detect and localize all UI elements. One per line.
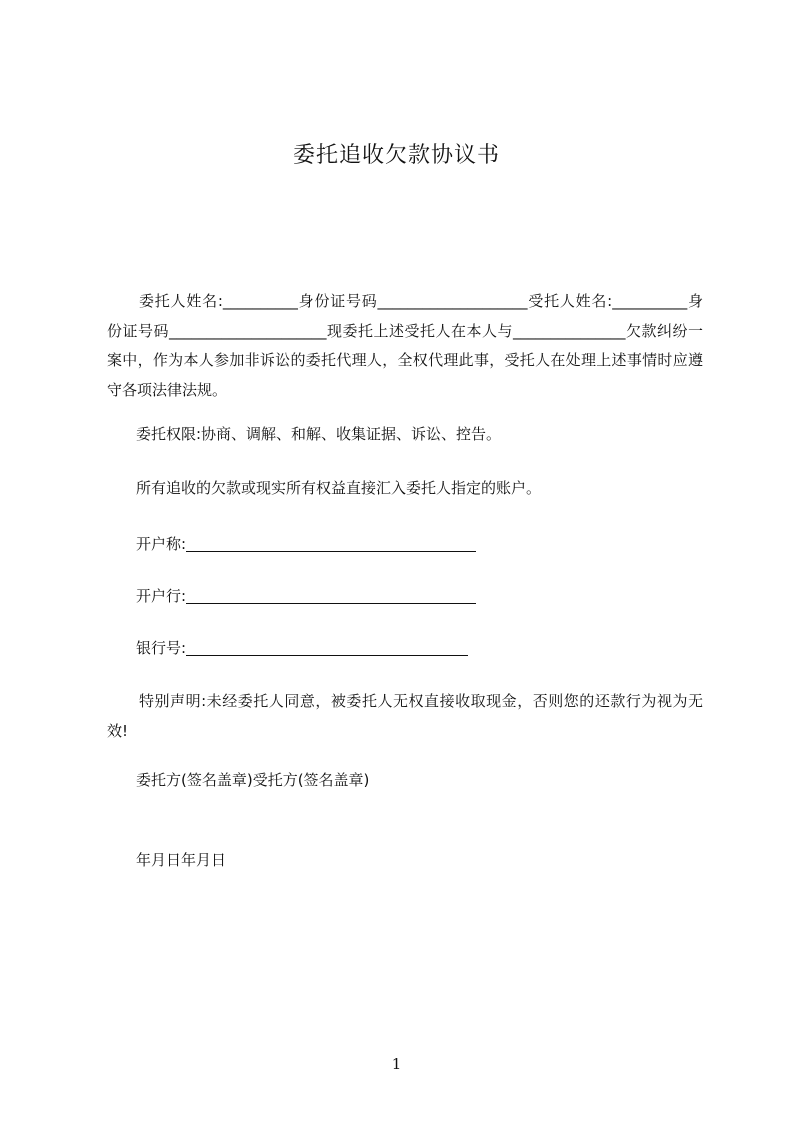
account-name-blank bbox=[186, 535, 476, 552]
page-number: 1 bbox=[391, 1055, 402, 1073]
special-notice-paragraph: 特别声明:未经委托人同意，被委托人无权直接收取现金，否则您的还款行为视为无效! bbox=[107, 692, 703, 740]
bank-blank bbox=[186, 587, 476, 604]
dates-line: 年月日年月日 bbox=[136, 851, 227, 869]
account-number-row bbox=[136, 634, 468, 664]
account-number-blank bbox=[186, 639, 468, 656]
bank-row bbox=[136, 582, 476, 612]
authority-paragraph: 委托权限:协商、调解、和解、收集证据、诉讼、控告。 bbox=[136, 425, 502, 443]
account-name-row bbox=[136, 530, 476, 560]
document-title: 委托追收欠款协议书 bbox=[292, 143, 500, 168]
funds-statement-paragraph: 所有追收的欠款或现实所有权益直接汇入委托人指定的账户。 bbox=[136, 479, 542, 497]
bank-label: 开户行: bbox=[136, 587, 187, 605]
signatures-line: 委托方(签名盖章)受托方(签名盖章) bbox=[136, 771, 370, 789]
principal-agent-paragraph: 委托人姓名:__________身份证号码____________________受托人姓名:__________身份证号码_____________________现委托上述受托人在本人与_______________欠款纠纷一案中，作为本人参加非诉讼的委托代理人，全权代理此事，受托人在处理上述事情时应遵守各项法律法规。 bbox=[107, 292, 703, 399]
account-number-label: 银行号: bbox=[136, 639, 187, 657]
account-name-label: 开户称: bbox=[136, 535, 187, 553]
